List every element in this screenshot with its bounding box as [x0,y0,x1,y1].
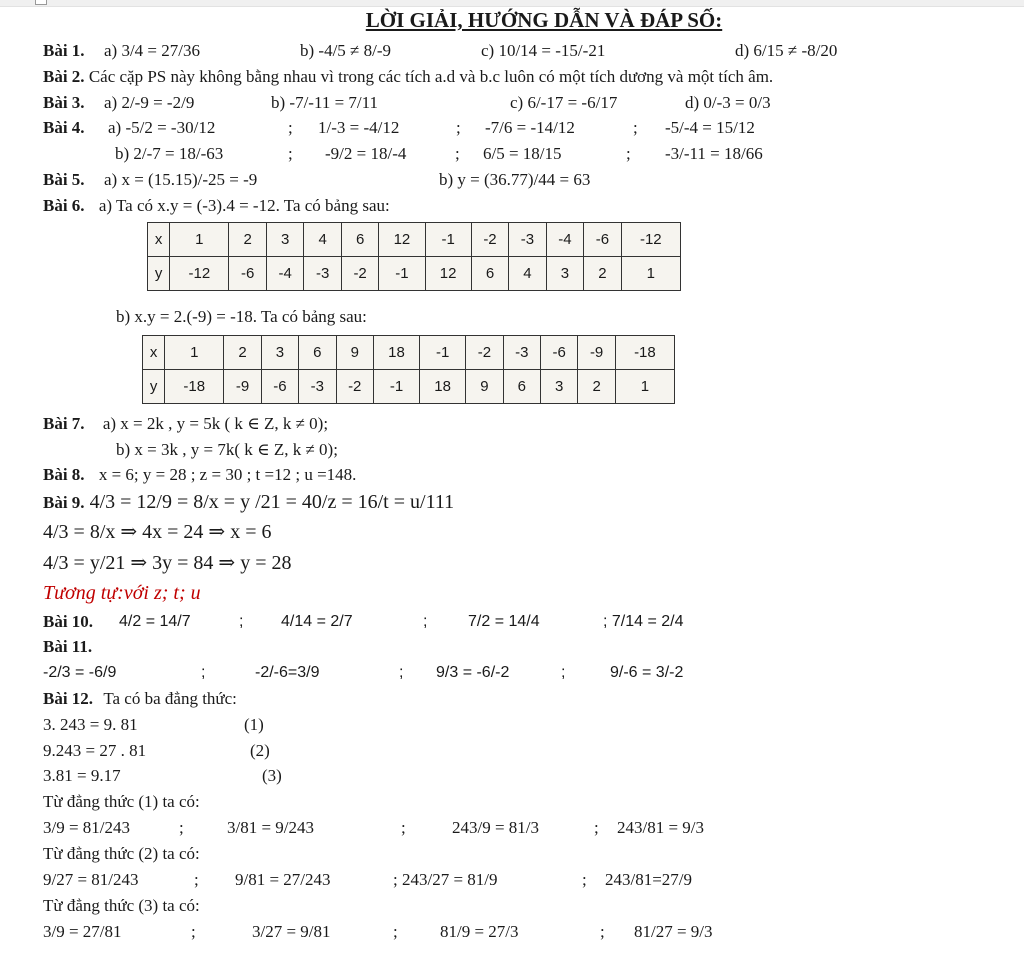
table-cell: -3 [299,370,336,404]
bai12-r2-item: ; 243/27 = 81/9 [393,870,498,889]
bai12-r1-sep: ; [179,818,184,837]
table-cell: 3 [266,223,303,257]
table-cell: -18 [165,370,224,404]
table-cell: -9 [224,370,261,404]
table-cell: y [143,370,165,404]
bai3-a: a) 2/-9 = -2/9 [104,93,195,112]
bai4-b-sep: ; [455,144,460,163]
table-cell: -1 [420,336,466,370]
bai1-c: c) 10/14 = -15/-21 [481,41,606,60]
bai4-a-sep: ; [633,118,638,137]
table-row [148,257,681,291]
bai12-eq2-row [43,741,343,761]
bai12-r2-item: 9/27 = 81/243 [43,870,139,889]
table-cell: -1 [379,257,425,291]
bai12-eq3-number: (3) [262,766,282,785]
table-cell: 2 [229,223,266,257]
table-cell: 6 [471,257,508,291]
bai11-item: 9/3 = -6/-2 [436,664,510,681]
bai3-line [43,93,771,113]
table-cell: 3 [541,370,578,404]
bai10-label: Bài 10. [43,612,94,631]
table-row [148,223,681,257]
bai10-line [43,612,843,632]
bai10-item: ; 7/14 = 2/4 [603,613,684,630]
bai1-b: b) -4/5 ≠ 8/-9 [300,41,392,60]
table-cell: -3 [509,223,546,257]
bai12-r1-item: 3/81 = 9/243 [227,818,315,837]
table-cell: 1 [621,257,680,291]
bai6-line [43,196,390,216]
bai12-r1-item: 243/9 = 81/3 [452,818,540,837]
table-cell: 1 [615,370,674,404]
bai12-r2-sep: ; [582,870,587,889]
table-cell: 4 [509,257,546,291]
page-corner-marker [35,0,47,5]
bai12-eq2-number: (2) [250,741,270,760]
bai9-step1: 4/3 = 8/x ⇒ 4x = 24 ⇒ x = 6 [43,521,272,543]
bai4-a-2: 1/-3 = -4/12 [318,118,400,137]
bai12-r1-item: 243/81 = 9/3 [617,818,705,837]
bai12-r2-line [43,870,843,890]
bai5-label: Bài 5. [43,170,85,189]
bai3-label: Bài 3. [43,93,85,112]
bai7-b: b) x = 3k , y = 7k( k ∈ Z, k ≠ 0); [116,440,338,459]
table-cell: -6 [584,223,621,257]
table-cell: -1 [425,223,471,257]
table-cell: 4 [304,223,341,257]
bai12-r1-sep: ; [401,818,406,837]
bai4-a-sep: ; [456,118,461,137]
bai4-b-sep: ; [626,144,631,163]
table-cell: -3 [503,336,540,370]
bai4-a-sep: ; [288,118,293,137]
bai12-r3-sep: ; [191,922,196,941]
bai11-sep: ; [399,664,404,681]
bai1-line [43,41,838,61]
table-cell: -6 [229,257,266,291]
bai12-from1: Từ đẳng thức (1) ta có: [43,792,200,811]
table-cell: 3 [546,257,583,291]
bai4-b-4: 6/5 = 18/15 [483,144,562,163]
table-cell: 18 [420,370,466,404]
bai5-line [43,170,743,190]
bai12-from2: Từ đẳng thức (2) ta có: [43,844,200,863]
bai12-r3-line [43,922,843,942]
bai2-label: Bài 2. [43,67,85,86]
bai7-label: Bài 7. [43,414,85,433]
bai12-r2-item: 9/81 = 27/243 [235,870,331,889]
bai6-a-text: a) Ta có x.y = (-3).4 = -12. Ta có bảng sau: [98,196,390,215]
bai10-item: 4/14 = 2/7 [281,613,353,630]
bai11-sep: ; [561,664,566,681]
bai11-item: -2/3 = -6/9 [43,664,117,681]
table-cell: 12 [379,223,425,257]
bai12-eq3-row [43,766,343,786]
bai5-b: b) y = (36.77)/44 = 63 [439,170,591,189]
bai6-table-b [142,335,675,404]
bai12-from3: Từ đẳng thức (3) ta có: [43,896,200,915]
table-cell: 6 [503,370,540,404]
bai1-a: a) 3/4 = 27/36 [104,41,200,60]
table-cell: 9 [336,336,373,370]
bai4-b-6: -3/-11 = 18/66 [665,144,763,163]
table-row [143,370,675,404]
bai6-b-text: b) x.y = 2.(-9) = -18. Ta có bảng sau: [116,307,367,326]
table-cell: -2 [471,223,508,257]
table-cell: -1 [373,370,419,404]
bai8-label: Bài 8. [43,465,85,484]
table-cell: -4 [266,257,303,291]
bai10-sep: ; [239,613,244,630]
table-cell: x [143,336,165,370]
bai12-r2-item: 243/81=27/9 [605,870,693,889]
bai10-sep: ; [423,613,428,630]
bai6-label: Bài 6. [43,196,85,215]
bai12-r1-line [43,818,843,838]
table-cell: -2 [466,336,503,370]
bai3-d: d) 0/-3 = 0/3 [685,93,771,112]
bai12-r3-sep: ; [393,922,398,941]
bai11-item: -2/-6=3/9 [255,664,320,681]
bai12-label: Bài 12. [43,689,94,708]
table-cell: -6 [541,336,578,370]
bai12-r3-item: 81/27 = 9/3 [634,922,713,941]
bai2-text: Các cặp PS này không bằng nhau vì trong các tích a.d và b.c luôn có một tích dương và một tích âm. [88,67,774,86]
table-cell: -4 [546,223,583,257]
bai9-step2: 4/3 = y/21 ⇒ 3y = 84 ⇒ y = 28 [43,552,292,574]
bai1-d: d) 6/15 ≠ -8/20 [735,41,838,60]
table-cell: -6 [261,370,298,404]
bai7-line-a [43,414,328,434]
table-cell: 2 [578,370,615,404]
bai12-r3-item: 3/9 = 27/81 [43,922,122,941]
bai3-c: c) 6/-17 = -6/17 [510,93,618,112]
bai12-r1-item: 3/9 = 81/243 [43,818,131,837]
bai4-b-sep: ; [288,144,293,163]
table-cell: 1 [170,223,229,257]
bai12-line [43,689,237,709]
bai12-r3-sep: ; [600,922,605,941]
bai1-label: Bài 1. [43,41,85,60]
bai11-sep: ; [201,664,206,681]
bai12-intro: Ta có ba đẳng thức: [103,689,237,708]
bai8-text: x = 6; y = 28 ; z = 30 ; t =12 ; u =148. [98,465,357,484]
bai12-eq1: 3. 243 = 9. 81 [43,715,138,734]
bai9-text: 4/3 = 12/9 = 8/x = y /21 = 40/z = 16/t = u/111 [89,491,455,513]
table-cell: -12 [621,223,680,257]
table-cell: -9 [578,336,615,370]
table-cell: 2 [584,257,621,291]
table-cell: -18 [615,336,674,370]
table-cell: y [148,257,170,291]
bai12-eq1-number: (1) [244,715,264,734]
bai12-eq1-row [43,715,343,735]
table-cell: -2 [336,370,373,404]
table-cell: x [148,223,170,257]
table-cell: -2 [341,257,378,291]
bai4-line-b [43,144,943,164]
table-cell: 3 [261,336,298,370]
bai12-eq3: 3.81 = 9.17 [43,766,121,785]
table-cell: 6 [341,223,378,257]
bai4-a-6: -5/-4 = 15/12 [665,118,755,137]
bai4-line-a [43,118,943,138]
bai12-r3-item: 81/9 = 27/3 [440,922,519,941]
table-cell: 9 [466,370,503,404]
table-cell: -3 [304,257,341,291]
bai12-r2-sep: ; [194,870,199,889]
table-cell: -12 [170,257,229,291]
bai2-line [43,67,773,87]
bai9-similar-note: Tương tự:với z; t; u [43,582,201,604]
table-cell: 1 [165,336,224,370]
table-cell: 6 [299,336,336,370]
bai4-a-0: a) -5/2 = -30/12 [108,118,216,137]
table-cell: 12 [425,257,471,291]
bai7-a: a) x = 2k , y = 5k ( k ∈ Z, k ≠ 0); [102,414,329,433]
bai12-r3-item: 3/27 = 9/81 [252,922,331,941]
bai10-item: 7/2 = 14/4 [468,613,540,630]
bai11-line [43,663,843,683]
bai6-table-a [147,222,681,291]
bai4-a-4: -7/6 = -14/12 [485,118,575,137]
bai12-r1-sep: ; [594,818,599,837]
page-title: LỜI GIẢI, HƯỚNG DẪN VÀ ĐÁP SỐ: [365,8,723,32]
bai4-b-0: b) 2/-7 = 18/-63 [115,144,224,163]
bai11-label: Bài 11. [43,637,93,656]
bai3-b: b) -7/-11 = 7/11 [271,93,379,112]
bai12-eq2: 9.243 = 27 . 81 [43,741,147,760]
bai8-line [43,465,356,485]
bai11-item: 9/-6 = 3/-2 [610,664,684,681]
bai4-b-2: -9/2 = 18/-4 [325,144,407,163]
bai9-label: Bài 9. [43,493,85,512]
table-cell: 18 [373,336,419,370]
table-row [143,336,675,370]
bai5-a: a) x = (15.15)/-25 = -9 [104,170,258,189]
bai4-label: Bài 4. [43,118,85,137]
window-top-bar [0,0,1024,7]
bai9-line [43,490,454,515]
table-cell: 2 [224,336,261,370]
bai10-item: 4/2 = 14/7 [119,613,191,630]
